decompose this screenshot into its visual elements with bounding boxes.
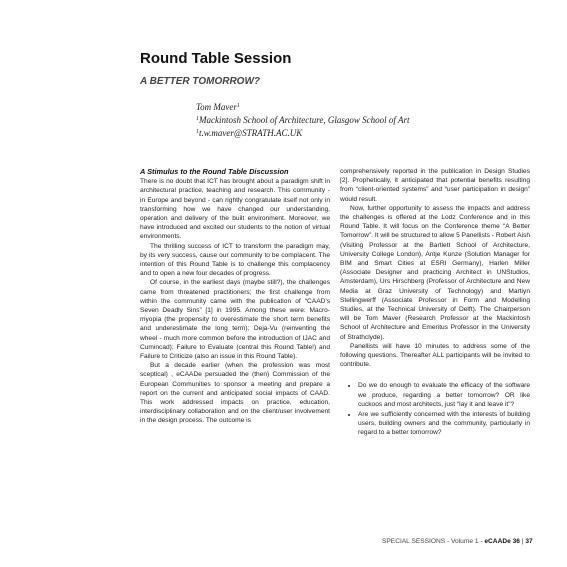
page-number: 37 [525, 538, 533, 545]
author-name-line [196, 100, 409, 113]
section-heading: A Stimulus to the Round Table Discussion [140, 167, 289, 176]
affiliation-superscript: 1 [196, 116, 199, 122]
author-affiliation: Mackintosh School of Architecture, Glasgow School of Art [199, 115, 410, 125]
author-affiliation-line [196, 113, 409, 126]
body-paragraph: comprehensively reported in the publication in Design Studies [2]. Prophetically, it anticipated that potential benefits resulting from “client-oriented systems” and “user participation in design” would result. [340, 168, 530, 203]
author-email-line [196, 126, 409, 139]
author-superscript: 1 [236, 103, 240, 109]
footer-section: SPECIAL SESSIONS - Volume 1 - [382, 538, 485, 545]
right-column [340, 167, 530, 439]
author-name: Tom Maver [196, 102, 237, 112]
body-paragraph: Panellists will have 10 minutes to address some of the following questions. Thereafter ALL participants will be invited to contribute. [340, 342, 530, 369]
footer-separator: | [519, 538, 526, 545]
author-block [196, 100, 409, 139]
question-item: • Do we do enough to evaluate the efficacy of the software we produce, regarding a better tomorrow? OR like cuckoos and most architects, just “lay it and leave it”? [358, 381, 530, 409]
question-list [340, 381, 530, 437]
body-paragraph: Now, further opportunity to assess the impacts and address the challenges is offered at the Lodz Conference and in this Round Table. It will focus on the Conference theme “A Better Tomorrow”. It will be structured to allow 5 Panellists - Robert Aish (Visiting Professor at the Bartlett School of Architecture, University College London), Antje Kunze (Solution Manager for BIM and Smart Cities at ESRI Germany), Harlen Miller (Associate Designer and practicing Architect in UNStudios, Amsterdam), Urs Hirschberg (Professor of Architecture and New Media at Graz University of Technology) and Martiyn Stellingwerff (Associate Professor in Form and Modelling Studies, at the Technical University of Delft). The Chairperson will be Tom Maver (Research Professor at the Mackintosh School of Architecture and Emeritus Professor in the University of Strathclyde). [340, 204, 530, 341]
email-superscript: 1 [196, 129, 199, 135]
page-footer [382, 538, 533, 545]
footer-journal: eCAADe 36 [484, 538, 520, 545]
page-subtitle: A BETTER TOMORROW? [140, 76, 260, 87]
left-column [140, 167, 330, 426]
author-email: t.w.maver@STRATH.AC.UK [199, 128, 303, 138]
body-paragraph: The thrilling success of ICT to transform the paradigm may, by its very success, cause our community to be complacent. The intention of this Round Table is to challenge this complacency and to open a new four decades of progress. [140, 242, 330, 278]
body-paragraph: There is no doubt that ICT has brought about a paradigm shift in architectural practice, teaching and research. This community - in Europe and beyond - can rightly congratulate itself not only in transforming how we have changed our understanding, operation and delivery of the built environment. Moreover, we have introduced and excited our students to the notion of virtual environments. [140, 178, 330, 241]
body-paragraph: But a decade earlier (when the profession was most sceptical) , eCAADe persuaded the (then) Commission of the European Communities to sponsor a meeting and prepare a report on the current and anticipated social impacts of CAAD. This work addressed impacts on practice, education, interdisciplinary collaboration and on the client/user involvement in the design process. The outcome is [140, 362, 330, 425]
question-item: • Are we sufficiently concerned with the interests of building users, building owners and the community, particularly in regard to a better tomorrow? [358, 410, 530, 438]
page-title: Round Table Session [140, 50, 292, 67]
body-paragraph: Of course, in the earliest days (maybe still?), the challenges came from threatened practitioners; the first challenge from within the community came with the publication of “CAAD’s Seven Deadly Sins” [1] in 1995. Among these were: Macro-myopia (the propensity to overestimate the short term benefits and underestimate the long term); Deja-Vu (reinventing the wheel - much more common before the introduction of IJAC and Cumincad); Failure to Evaluate (central this Round Table!) and Failure to Criticize (also an issue in this Round Table). [140, 279, 330, 361]
